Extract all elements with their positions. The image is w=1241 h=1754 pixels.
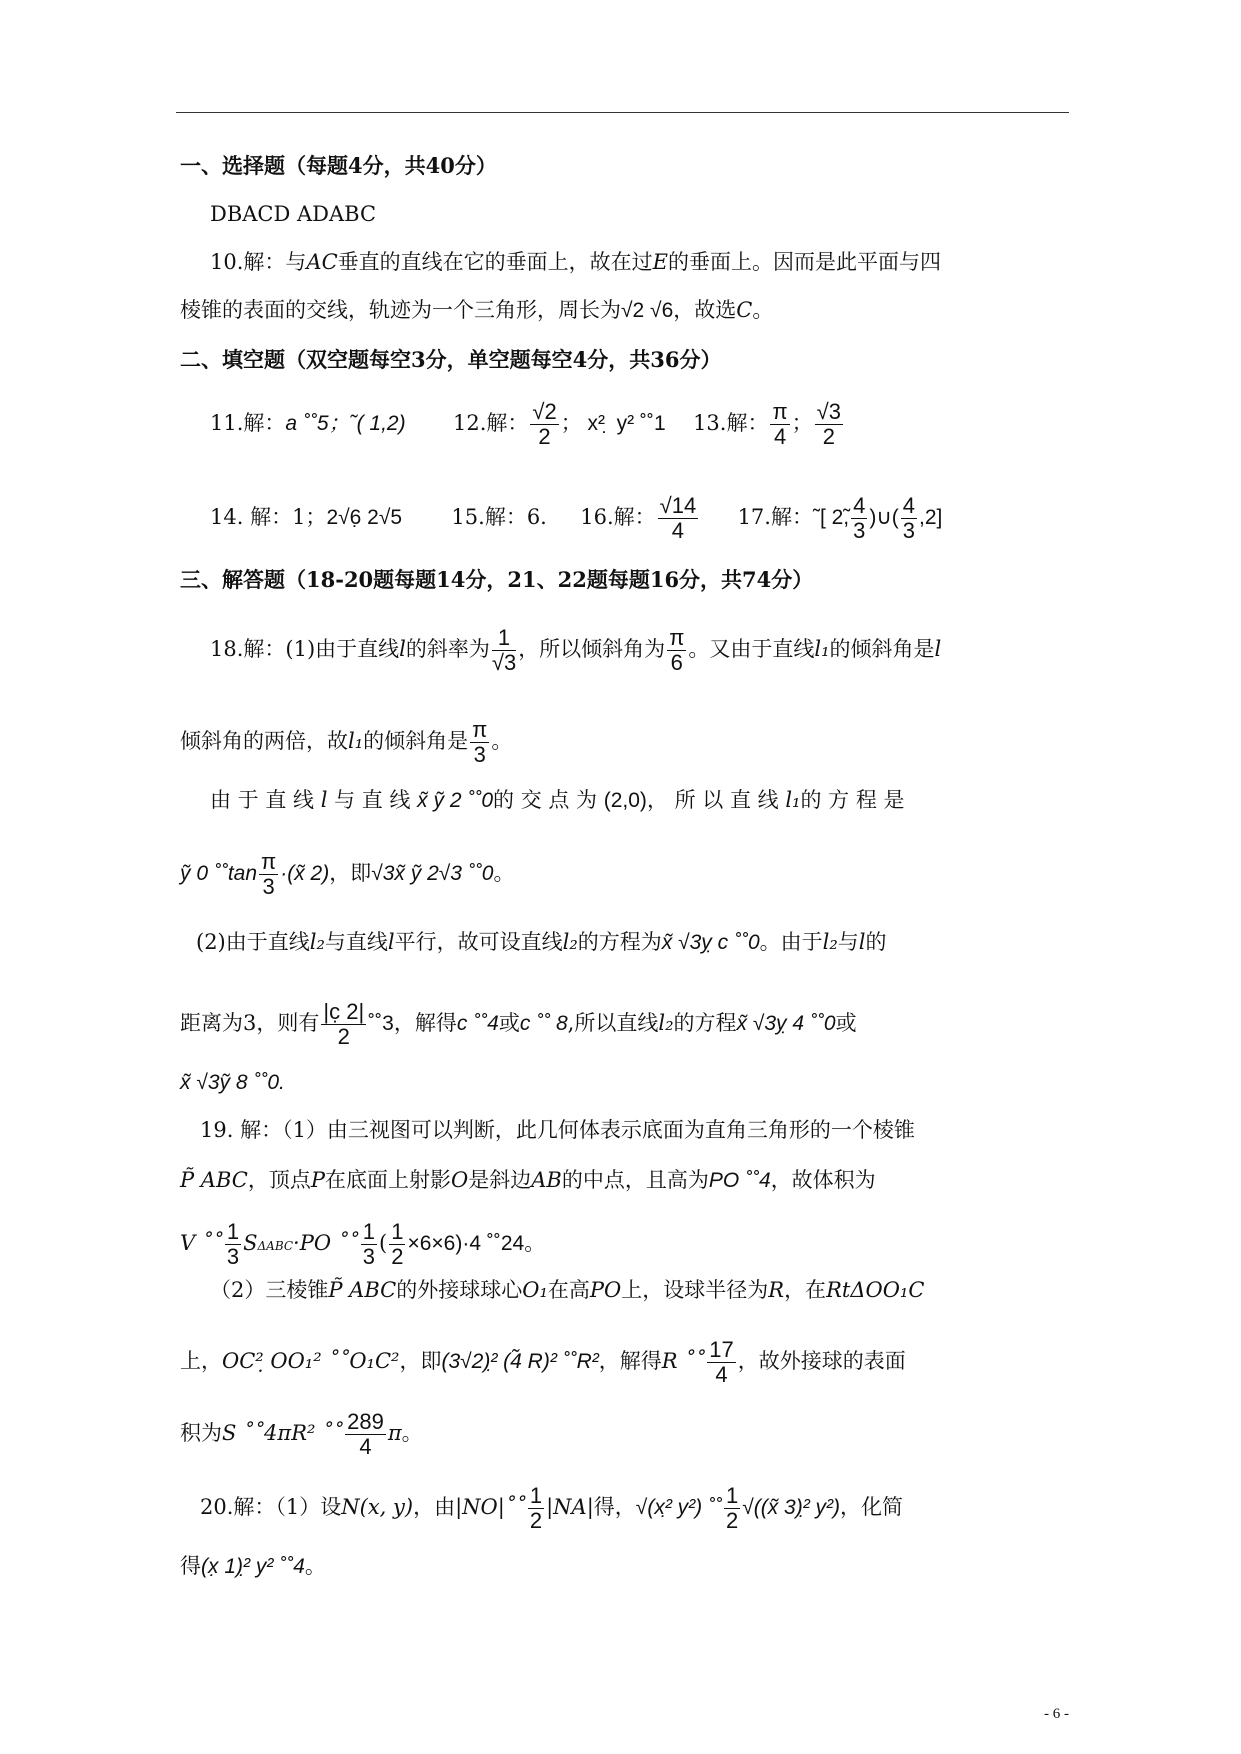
q19-area-fraction: $\frac{289}{4}$ — [347, 1409, 384, 1459]
q10-line-2: 棱锥的表面的交线，轨迹为一个三角形，周长为√2 √6，故选C。 — [180, 298, 774, 322]
q20-line-1: 20.解：（1）设N(x, y)，由|NO|˚˚ $\frac{1}{2}$ |NA|得，√(x²̣ y²) ˚˚ $\frac{1}{2}$ √((x̃ 3)²̣ y²)，化简 — [200, 1483, 904, 1533]
q18-line-2: 倾斜角的两倍，故l₁的倾斜角是 $\frac{\pi}{3}$ 。 — [180, 717, 513, 767]
q18-line-4: ỹ 0 ˚˚tan $\frac{\pi}{3}$ ·(x̃ 2)，即√3x̃ ỹ 2√3 ˚˚0。 — [180, 849, 515, 899]
fill-line-2: 14. 解：1；2√6̣ 2√5 15.解：6. 16.解： $\frac{√14}{4}$ 17.解：˜[ 2̃, $\frac{4}{3}$ )∪( $\frac{4}{3}$ ,2] — [210, 493, 943, 543]
q19-radius-fraction: $\frac{17}{4}$ — [709, 1337, 734, 1387]
q18-line-7: x̃ √3ỹ 8 ˚˚0. — [180, 1071, 285, 1094]
q19-line-2: P̃ ABC，顶点P在底面上射影O是斜边AB的中点，且高为PO ˚˚4，故体积为 — [180, 1168, 876, 1192]
q13-fraction-1: $\frac{\pi}{4}$ — [772, 399, 788, 449]
q19-third-fraction-2: $\frac{1}{3}$ — [362, 1219, 375, 1269]
q18-distance-fraction: $\frac{|c̣ 2|}{2}$ — [323, 999, 365, 1049]
q18-line-5: (2)由于直线l₂与直线l平行，故可设直线l₂的方程为x̃ √3ỵ c ˚˚0。由于l₂与l的 — [196, 930, 887, 954]
q19-line-6: 积为S ˚˚4πR² ˚˚ $\frac{289}{4}$ π。 — [180, 1409, 423, 1459]
q17-fraction-2: $\frac{4}{3}$ — [902, 493, 916, 543]
q18-l1-angle-fraction: $\frac{\pi}{3}$ — [472, 717, 488, 767]
q19-line-4: （2）三棱锥P̃ ABC的外接球球心O₁在高PO上，设球半径为R，在RtΔOO₁C — [210, 1278, 925, 1302]
q12-fraction: $\frac{√2}{2}$ — [532, 399, 557, 449]
q18-slope-fraction: $\frac{1}{√3}$ — [491, 625, 517, 675]
choice-answers: DBACD ADABC — [210, 202, 377, 226]
page-number: - 6 - — [1044, 1706, 1069, 1722]
q17-fraction-1: $\frac{4}{3}$ — [853, 493, 866, 543]
q19-line-1: 19. 解：（1）由三视图可以判断，此几何体表示底面为直角三角形的一个棱锥 — [200, 1118, 915, 1142]
q20-line-2: 得(x̣ 1)²̣ y² ˚˚4。 — [180, 1554, 326, 1578]
q18-line-3: 由 于 直 线 l 与 直 线 x̃ ỹ 2 ˚˚0的 交 点 为 (2,0)， 所 以 直 线 l₁的 方 程 是 — [210, 788, 905, 812]
header-rule — [176, 112, 1069, 113]
q18-tan-fraction: $\frac{\pi}{3}$ — [261, 849, 277, 899]
q19-third-fraction: $\frac{1}{3}$ — [226, 1219, 240, 1269]
q19-half-fraction: $\frac{1}{2}$ — [391, 1219, 404, 1269]
q16-fraction: $\frac{√14}{4}$ — [659, 493, 697, 543]
q18-angle-fraction: $\frac{\pi}{6}$ — [669, 625, 685, 675]
section-heading-solutions: 三、解答题（18-20题每题14分，21、22题每题16分，共74分） — [180, 567, 814, 592]
section-heading-choice: 一、选择题（每题4分，共40分） — [180, 153, 497, 178]
q20-half-fraction-2: $\frac{1}{2}$ — [725, 1483, 739, 1533]
q10-line-1: 10.解：与AC垂直的直线在它的垂面上，故在过E的垂面上。因而是此平面与四 — [210, 250, 941, 274]
q18-line-1: 18.解：(1)由于直线l的斜率为 $\frac{1}{√3}$ ，所以倾斜角为 $\frac{\pi}{6}$ 。又由于直线l₁的倾斜角是l — [210, 625, 942, 675]
q19-line-5: 上，OC²̣ OO₁² ˚˚O₁C²，即(3√2)²̣ (4̃ R)² ˚˚R²，解得R ˚˚ $\frac{17}{4}$ ，故外接球的表面 — [180, 1337, 906, 1387]
fill-line-1: 11.解：a ˚˚5；˜( 1,2) 12.解： $\frac{√2}{2}$ ； x² ̣ y² ˚˚1 13.解： $\frac{\pi}{4}$ ； $\frac{√3}{2}$ — [210, 399, 841, 449]
section-heading-fill: 二、填空题（双空题每空3分，单空题每空4分，共36分） — [180, 347, 722, 372]
q19-line-3: V ˚˚ $\frac{1}{3}$ SΔABC·PO ˚˚ $\frac{1}{3}$ ( $\frac{1}{2}$ ×6×6)·4 ˚˚24。 — [180, 1219, 546, 1269]
q18-line-6: 距离为3，则有 $\frac{|c̣ 2|}{2}$ ˚˚3，解得c ˚˚4或c ˚˚ 8,所以直线l₂的方程x̃ √3ỵ 4 ˚˚0或 — [180, 999, 857, 1049]
q13-fraction-2: $\frac{√3}{2}$ — [816, 399, 841, 449]
q20-half-fraction: $\frac{1}{2}$ — [529, 1483, 543, 1533]
